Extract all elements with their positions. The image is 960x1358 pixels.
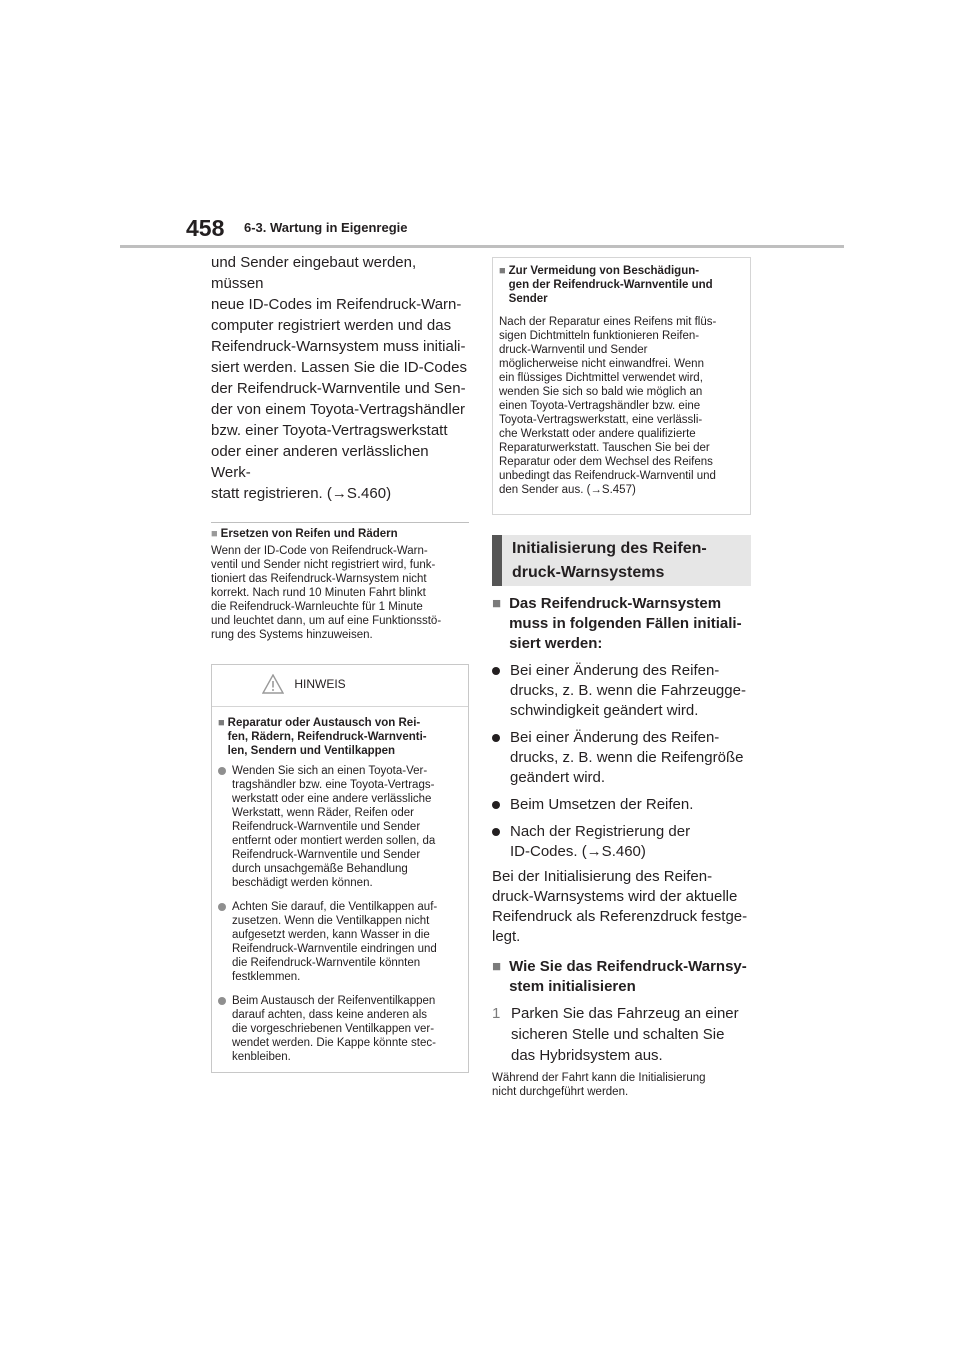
text-line: tragshändler bzw. eine Toyota-Vertrags-: [232, 779, 435, 791]
text-line: darauf achten, dass keine anderen als: [232, 1009, 427, 1021]
text-line: Reifendruck-Warnventile und Sender: [232, 821, 421, 833]
square-bullet-icon: ■: [218, 717, 225, 729]
left-column: [211, 252, 469, 1073]
case-bullet: [492, 728, 751, 788]
text-line: siert werden:: [509, 635, 603, 652]
text-line: Bei der Initialisierung des Reifen-: [492, 868, 713, 885]
text-line: gen der Reifendruck-Warnventile und: [508, 279, 713, 291]
section-title: 6-3. Wartung in Eigenregie: [244, 220, 408, 235]
text-line: wenden Sie sich so bald wie möglich an: [499, 386, 703, 398]
text-line: Zur Vermeidung von Beschädigun-: [508, 265, 700, 277]
text-line: Wie Sie das Reifendruck-Warnsy-: [509, 958, 747, 975]
notice-label: HINWEIS: [294, 677, 346, 691]
text-line: Reparaturwerkstatt. Tauschen Sie bei der: [499, 442, 710, 454]
text-line: werkstatt oder eine andere verlässliche: [232, 793, 432, 805]
info-subheading: [499, 264, 742, 306]
text-line: druck-Warnsystems: [512, 564, 665, 581]
text-line: beschädigt werden können.: [232, 877, 373, 889]
intro-line: der Reifendruck-Warnventile und Sen-: [211, 380, 466, 397]
intro-line: der von einem Toyota-Vertragshändler: [211, 401, 466, 418]
notice-bullet: [218, 994, 460, 1064]
info-text: [499, 315, 742, 497]
text-line: sicheren Stelle und schalten Sie: [511, 1026, 725, 1043]
text-line: Achten Sie darauf, die Ventilkappen auf-: [232, 901, 438, 913]
bullet-dot-icon: [218, 903, 226, 911]
text-line: Sender: [508, 293, 548, 305]
text-line: Beim Umsetzen der Reifen.: [510, 796, 694, 813]
square-bullet-icon: ■: [211, 528, 218, 540]
text-line: kenbleiben.: [232, 1051, 291, 1063]
intro-line: und Sender eingebaut werden, müssen: [211, 254, 417, 292]
text-line: Bei einer Änderung des Reifen-: [510, 662, 720, 679]
text-line: Das Reifendruck-Warnsystem: [509, 595, 722, 612]
right-column: [492, 257, 751, 1099]
text-line: entfernt oder montiert werden sollen, da: [232, 835, 436, 847]
banner-title: [502, 535, 707, 586]
intro-line: neue ID-Codes im Reifendruck-Warn-: [211, 296, 462, 313]
init-cases-heading: [492, 594, 751, 654]
text-line: Während der Fahrt kann die Initialisierung: [492, 1072, 706, 1084]
intro-line: computer registriert werden und das: [211, 317, 452, 334]
text-line: Parken Sie das Fahrzeug an einer: [511, 1005, 739, 1022]
bullet-dot-icon: [492, 828, 500, 836]
bullet-dot-icon: [492, 801, 500, 809]
square-bullet-icon: ■: [499, 265, 506, 277]
text-line: che Werkstatt oder andere qualifizierte: [499, 428, 696, 440]
init-howto-heading: [492, 957, 751, 997]
notice-bullet: [218, 900, 460, 984]
case-bullet: [492, 795, 751, 815]
case-bullet: [492, 661, 751, 721]
section-banner: [492, 535, 751, 586]
subsection-text: [211, 544, 469, 642]
text-line: Wenden Sie sich an einen Toyota-Ver-: [232, 765, 428, 777]
text-line: aufgesetzt werden, kann Wasser in die: [232, 929, 430, 941]
sealant-info-box: [492, 257, 751, 515]
text-line: möglicherweise nicht einwandfrei. Wenn: [499, 358, 704, 370]
bullet-dot-icon: [218, 767, 226, 775]
text-line: ID-Codes. (→S.460): [510, 843, 646, 860]
notice-header: [218, 673, 460, 695]
text-line: Initialisierung des Reifen-: [512, 540, 707, 557]
text-line: unbedingt das Reifendruck-Warnventil und: [499, 470, 716, 482]
text-line: fen, Rädern, Reifendruck-Warnventi-: [227, 731, 427, 743]
text-line: sigen Dichtmitteln funktionieren Reifen-: [499, 330, 700, 342]
intro-line: oder einer anderen verlässlichen Werk-: [211, 443, 429, 481]
warning-triangle-icon: [262, 674, 284, 694]
subsection-heading: [211, 527, 469, 541]
bullet-dot-icon: [492, 734, 500, 742]
banner-accent-bar: [492, 535, 502, 586]
text-line: druck-Warnventil und Sender: [499, 344, 648, 356]
text-line: und leuchtet dann, um auf eine Funktionsstö-: [211, 615, 442, 627]
text-line: Reifendruck als Referenzdruck festge-: [492, 908, 748, 925]
text-line: die Reifendruck-Warnventile könnten: [232, 957, 421, 969]
header-rule: [120, 245, 844, 248]
text-line: drucks, z. B. wenn die Reifengröße: [510, 749, 744, 766]
text-line: Nach der Reparatur eines Reifens mit flüs-: [499, 316, 717, 328]
text-line: Beim Austausch der Reifenventilkappen: [232, 995, 436, 1007]
text-line: geändert wird.: [510, 769, 606, 786]
text-line: ein flüssiges Dichtmittel verwendet wird,: [499, 372, 703, 384]
text-line: den Sender aus. (→S.457): [499, 484, 636, 496]
step-note: [492, 1071, 751, 1099]
text-line: das Hybridsystem aus.: [511, 1047, 663, 1064]
text-line: die Reifendruck-Warnleuchte für 1 Minute: [211, 601, 423, 613]
text-line: stem initialisieren: [509, 978, 636, 995]
text-line: len, Sendern und Ventilkappen: [227, 745, 396, 757]
text-line: Reparatur oder Austausch von Rei-: [227, 717, 421, 729]
page-number: 458: [186, 215, 225, 241]
text-line: Toyota-Vertragswerkstatt, eine verlässli-: [499, 414, 703, 426]
notice-subheading: [218, 716, 460, 758]
text-line: rung des Systems hinzuweisen.: [211, 629, 373, 641]
text-line: druck-Warnsystems wird der aktuelle: [492, 888, 738, 905]
text-line: muss in folgenden Fällen initiali-: [509, 615, 742, 632]
intro-line: Reifendruck-Warnsystem muss initiali-: [211, 338, 466, 355]
text-line: ventil und Sender nicht registriert wird, funk-: [211, 559, 436, 571]
intro-paragraph: [211, 252, 469, 504]
square-bullet-icon: ■: [492, 595, 502, 612]
text-line: Reifendruck-Warnventile eindringen und: [232, 943, 437, 955]
init-paragraph: [492, 867, 751, 947]
step-item: [492, 1003, 751, 1066]
text-line: korrekt. Nach rund 10 Minuten Fahrt blinkt: [211, 587, 426, 599]
notice-bullet: [218, 764, 460, 890]
text-line: tioniert das Reifendruck-Warnsystem nicht: [211, 573, 427, 585]
text-line: drucks, z. B. wenn die Fahrzeugge-: [510, 682, 746, 699]
intro-line: statt registrieren. (→S.460): [211, 485, 392, 502]
text-line: zusetzen. Wenn die Ventilkappen nicht: [232, 915, 430, 927]
intro-line: bzw. einer Toyota-Vertragswerkstatt: [211, 422, 448, 439]
square-bullet-icon: ■: [492, 958, 502, 975]
step-number: 1: [492, 1005, 501, 1022]
text-line: Reparatur oder dem Wechsel des Reifens: [499, 456, 713, 468]
subsection-heading-text: Ersetzen von Reifen und Rädern: [220, 528, 398, 540]
text-line: Nach der Registrierung der: [510, 823, 691, 840]
case-bullet: [492, 822, 751, 862]
notice-divider: [212, 706, 468, 707]
text-line: festklemmen.: [232, 971, 301, 983]
text-line: einen Toyota-Vertragshändler bzw. eine: [499, 400, 701, 412]
text-line: legt.: [492, 928, 521, 945]
notice-box: [211, 664, 469, 1073]
text-line: wendet werden. Die Kappe könnte stec-: [232, 1037, 436, 1049]
text-line: Bei einer Änderung des Reifen-: [510, 729, 720, 746]
text-line: Wenn der ID-Code von Reifendruck-Warn-: [211, 545, 428, 557]
subsection-divider: [211, 522, 469, 523]
bullet-dot-icon: [492, 667, 500, 675]
text-line: schwindigkeit geändert wird.: [510, 702, 699, 719]
text-line: Reifendruck-Warnventile und Sender: [232, 849, 421, 861]
text-line: Werkstatt, wenn Räder, Reifen oder: [232, 807, 414, 819]
intro-line: siert werden. Lassen Sie die ID-Codes: [211, 359, 467, 376]
text-line: nicht durchgeführt werden.: [492, 1086, 629, 1098]
text-line: durch unsachgemäße Behandlung: [232, 863, 408, 875]
text-line: die vorgeschriebenen Ventilkappen ver-: [232, 1023, 435, 1035]
bullet-dot-icon: [218, 997, 226, 1005]
